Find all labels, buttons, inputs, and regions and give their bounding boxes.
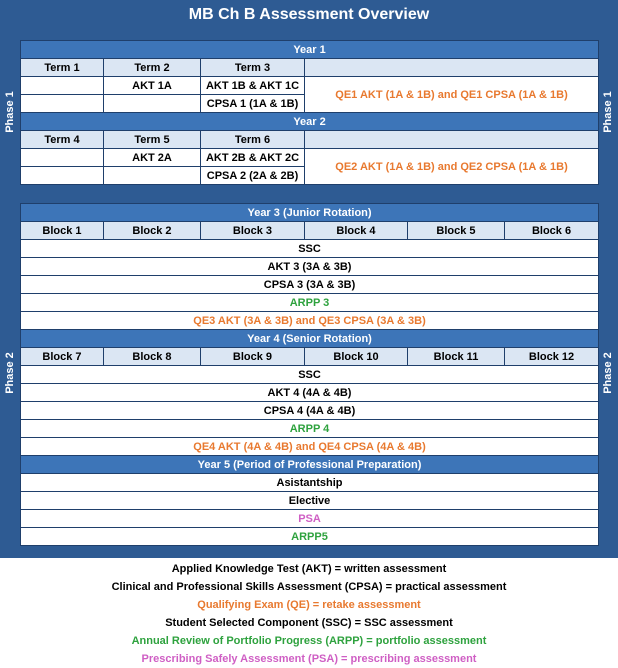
term-header: Term 2 [104,59,201,77]
elective-row: Elective [21,492,599,510]
cell: CPSA 1 (1A & 1B) [201,95,305,113]
arpp-row: ARPP 4 [21,420,599,438]
term-header: Term 5 [104,131,201,149]
legend-qe: Qualifying Exam (QE) = retake assessment [197,599,421,611]
term-header: Term 1 [21,59,104,77]
year-4-header: Year 4 (Senior Rotation) [21,330,599,348]
cell: AKT 2B & AKT 2C [201,149,305,167]
term-header: Term 6 [201,131,305,149]
page-title: MB Ch B Assessment Overview [0,0,618,29]
arpp5-row: ARPP5 [21,528,599,546]
cell [21,149,104,167]
block-header: Block 3 [201,222,305,240]
legend-cpsa: Clinical and Professional Skills Assessment (CPSA) = practical assessment [111,581,507,593]
block-header: Block 11 [408,348,505,366]
psa-row: PSA [21,510,599,528]
block-header: Block 1 [21,222,104,240]
legend-akt: Applied Knowledge Test (AKT) = written assessment [171,563,447,575]
block-header: Block 9 [201,348,305,366]
year-5-header: Year 5 (Period of Professional Preparation) [21,456,599,474]
qe2-cell: QE2 AKT (1A & 1B) and QE2 CPSA (1A & 1B) [305,149,599,185]
cell [104,167,201,185]
phase-1-left-label: Phase 1 [0,40,20,184]
akt-row: AKT 4 (4A & 4B) [21,384,599,402]
cell: AKT 1A [104,77,201,95]
cell [21,77,104,95]
cell: AKT 2A [104,149,201,167]
term-header: Term 3 [201,59,305,77]
cpsa-row: CPSA 3 (3A & 3B) [21,276,599,294]
legend [0,558,618,665]
spacer-band [0,184,618,203]
block-header: Block 12 [505,348,599,366]
ssc-row: SSC [21,240,599,258]
cpsa-row: CPSA 4 (4A & 4B) [21,402,599,420]
year-2-header: Year 2 [21,113,599,131]
phase-2-table [20,203,599,546]
term-blank [305,131,599,149]
block-header: Block 7 [21,348,104,366]
year-3-header: Year 3 (Junior Rotation) [21,204,599,222]
assistantship-row: Asistantship [21,474,599,492]
block-header: Block 2 [104,222,201,240]
cell [21,167,104,185]
phase-2-right-label: Phase 2 [598,203,618,543]
block-header: Block 10 [305,348,408,366]
qe-row: QE4 AKT (4A & 4B) and QE4 CPSA (4A & 4B) [21,438,599,456]
term-blank [305,59,599,77]
phase-1-right-label: Phase 1 [598,40,618,184]
legend-ssc: Student Selected Component (SSC) = SSC assessment [165,617,453,629]
cell [21,95,104,113]
block-header: Block 4 [305,222,408,240]
cell: CPSA 2 (2A & 2B) [201,167,305,185]
ssc-row: SSC [21,366,599,384]
spacer-band [0,29,618,40]
cell: AKT 1B & AKT 1C [201,77,305,95]
phase-2-left-label: Phase 2 [0,203,20,543]
phase-1-table [20,40,599,185]
term-header: Term 4 [21,131,104,149]
akt-row: AKT 3 (3A & 3B) [21,258,599,276]
block-header: Block 5 [408,222,505,240]
cell [104,95,201,113]
arpp-row: ARPP 3 [21,294,599,312]
legend-psa: Prescribing Safely Assessment (PSA) = prescribing assessment [141,653,477,665]
legend-arpp: Annual Review of Portfolio Progress (ARPP) = portfolio assessment [131,635,487,647]
year-1-header: Year 1 [21,41,599,59]
block-header: Block 6 [505,222,599,240]
qe1-cell: QE1 AKT (1A & 1B) and QE1 CPSA (1A & 1B) [305,77,599,113]
block-header: Block 8 [104,348,201,366]
qe-row: QE3 AKT (3A & 3B) and QE3 CPSA (3A & 3B) [21,312,599,330]
